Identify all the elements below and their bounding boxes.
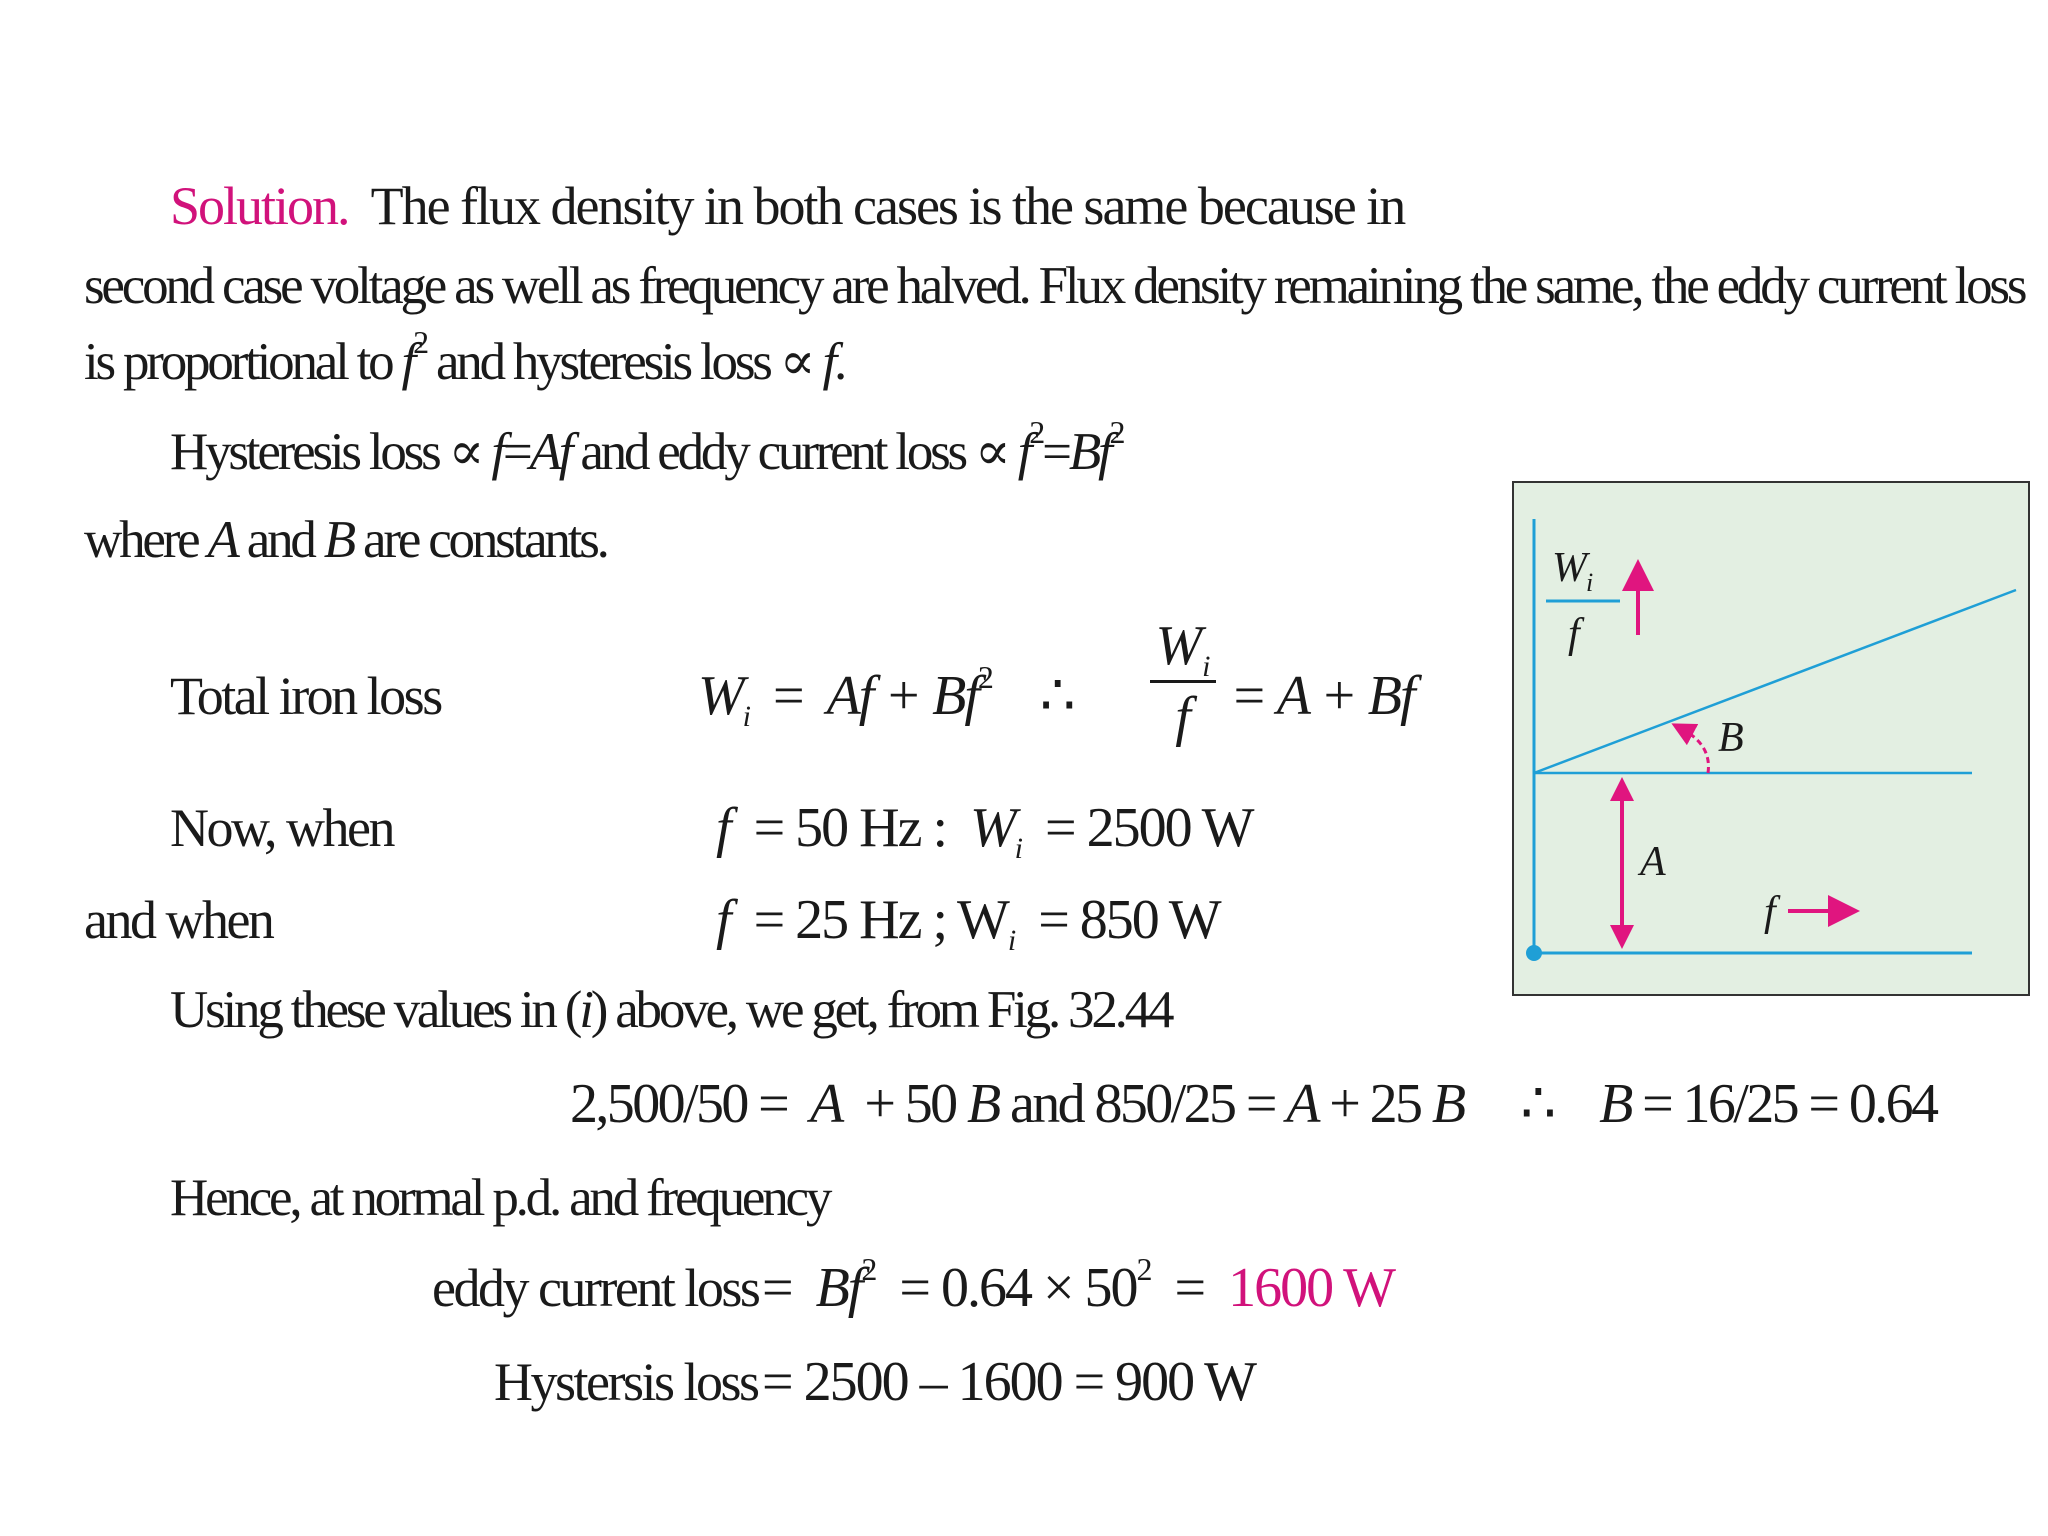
solve-A2: A bbox=[1286, 1073, 1318, 1135]
constants-and: and bbox=[246, 511, 314, 569]
constants-text: are constants. bbox=[363, 511, 607, 569]
hysteresis-loss-equation bbox=[762, 1350, 1255, 1414]
relation-line bbox=[170, 414, 1123, 484]
eddy-eq3: = bbox=[1174, 1257, 1205, 1319]
intro-text-1: The flux density in both cases is the same because in bbox=[370, 176, 1405, 236]
intro-text-3b: and hysteresis loss ∝ bbox=[435, 333, 813, 391]
constants-A: A bbox=[207, 511, 237, 569]
relation-f-4: f bbox=[1098, 423, 1110, 481]
relation-f-3: f bbox=[1017, 423, 1030, 481]
solve-e: = 16/25 = 0.64 bbox=[1642, 1073, 1937, 1135]
solve-therefore: ∴ bbox=[1520, 1073, 1554, 1135]
now-f: f bbox=[716, 797, 730, 859]
x-label-f: f bbox=[1764, 889, 1776, 935]
total-rhs-2 bbox=[1230, 664, 1414, 728]
solve-c: and 850/25 = bbox=[1010, 1073, 1275, 1135]
hyst-expr: = 2500 – 1600 = 900 W bbox=[762, 1351, 1256, 1413]
y-label-i: i bbox=[1586, 568, 1594, 597]
using-text-a: Using these values in ( bbox=[170, 981, 580, 1039]
y-label-W: W bbox=[1552, 545, 1587, 591]
eddy-eq: = bbox=[762, 1257, 792, 1319]
total-therefore: ∴ bbox=[1039, 665, 1074, 727]
solve-line bbox=[570, 1072, 1936, 1136]
solve-A1: A bbox=[809, 1073, 842, 1135]
and-when-equation bbox=[716, 888, 1220, 957]
relation-text-c: and eddy current loss ∝ bbox=[580, 423, 1008, 481]
total-sq: 2 bbox=[977, 659, 992, 695]
solve-B3: B bbox=[1599, 1073, 1631, 1135]
origin-dot bbox=[1526, 945, 1542, 961]
solve-B2: B bbox=[1431, 1073, 1464, 1135]
intro-text-2: second case voltage as well as frequency are halved. Flux density remaining the same, the eddy current loss bbox=[84, 257, 2025, 315]
intro-line-3 bbox=[84, 324, 845, 394]
solve-b: + 50 bbox=[864, 1073, 956, 1135]
figure-graph bbox=[1514, 483, 2028, 994]
solve-a: 2,500/50 = bbox=[570, 1073, 788, 1135]
relation-f-1: f bbox=[491, 423, 503, 481]
intro-f-square: 2 bbox=[413, 324, 426, 360]
relation-B: B bbox=[1068, 423, 1098, 481]
using-i: i bbox=[579, 981, 591, 1039]
intercept-arrow-bottom bbox=[1610, 925, 1634, 949]
slope-arc bbox=[1682, 729, 1708, 773]
eddy-sq: 2 bbox=[861, 1251, 876, 1287]
andwhen-W-sub: i bbox=[1007, 924, 1015, 957]
now-W: W bbox=[970, 797, 1015, 859]
intro-f-symbol-2: f bbox=[822, 333, 834, 391]
total-frac-W: W bbox=[1155, 615, 1203, 677]
intro-line-2 bbox=[84, 254, 2024, 318]
now-value: = 2500 W bbox=[1045, 797, 1253, 859]
using-text-b: ) above, we get, from Fig. 32.44 bbox=[590, 981, 1172, 1039]
relation-sq-2: 2 bbox=[1109, 414, 1123, 450]
eddy-loss-equation bbox=[762, 1251, 1394, 1320]
total-rhs: Af + Bf bbox=[826, 665, 978, 727]
total-W: W bbox=[698, 665, 743, 727]
and-when-label: and when bbox=[84, 890, 273, 950]
intro-period: . bbox=[834, 333, 845, 391]
relation-text-a: Hysteresis loss ∝ bbox=[170, 423, 482, 481]
total-eq-2: = A + Bf bbox=[1230, 665, 1414, 727]
eddy-Bf: Bf bbox=[815, 1257, 862, 1319]
constants-B: B bbox=[323, 511, 353, 569]
hysteresis-loss-label: Hystersis loss bbox=[494, 1352, 758, 1412]
eddy-loss-label: eddy current loss bbox=[432, 1258, 759, 1318]
now-W-sub: i bbox=[1014, 832, 1021, 865]
total-W-sub: i bbox=[742, 700, 749, 733]
andwhen-f: f bbox=[716, 889, 730, 951]
relation-f-2: f bbox=[558, 423, 571, 481]
total-frac-f: f bbox=[1175, 686, 1191, 748]
andwhen-value: = 850 W bbox=[1038, 889, 1220, 951]
solution-heading: Solution. bbox=[170, 176, 349, 236]
eddy-result: 1600 W bbox=[1228, 1257, 1394, 1319]
using-line bbox=[170, 978, 1171, 1042]
eddy-eq2: = 0.64 × 50 bbox=[899, 1257, 1137, 1319]
andwhen-rest: = 25 Hz ; W bbox=[753, 889, 1008, 951]
relation-eq-1: = bbox=[502, 423, 530, 481]
relation-eq-2: = bbox=[1042, 423, 1069, 481]
hence-line: Hence, at normal p.d. and frequency bbox=[170, 1169, 830, 1227]
intercept-label: A bbox=[1640, 839, 1666, 885]
iron-loss-figure bbox=[1512, 481, 2030, 996]
solve-B1: B bbox=[966, 1073, 999, 1135]
total-iron-loss-label: Total iron loss bbox=[170, 666, 441, 726]
intro-line-1 bbox=[170, 174, 1404, 238]
intro-f-symbol: f bbox=[401, 333, 414, 391]
now-when-label: Now, when bbox=[170, 798, 393, 858]
solve-d: + 25 bbox=[1329, 1073, 1421, 1135]
total-eq-1: = bbox=[773, 665, 803, 727]
total-iron-loss-equation bbox=[698, 659, 1074, 733]
now-rest: = 50 Hz : bbox=[753, 797, 946, 859]
constants-where: where bbox=[84, 511, 198, 569]
intro-text-3a: is proportional to bbox=[84, 333, 392, 391]
intercept-arrow-top bbox=[1610, 777, 1634, 801]
y-label-f: f bbox=[1568, 611, 1580, 657]
now-when-equation bbox=[716, 796, 1253, 865]
constants-line bbox=[84, 508, 607, 572]
total-fraction bbox=[1150, 616, 1216, 747]
relation-A: A bbox=[529, 423, 559, 481]
eddy-sq2: 2 bbox=[1136, 1251, 1151, 1287]
relation-sq-1: 2 bbox=[1029, 414, 1043, 450]
total-frac-W-sub: i bbox=[1202, 650, 1211, 683]
slope-line bbox=[1534, 590, 2016, 773]
slope-label: B bbox=[1718, 715, 1744, 761]
